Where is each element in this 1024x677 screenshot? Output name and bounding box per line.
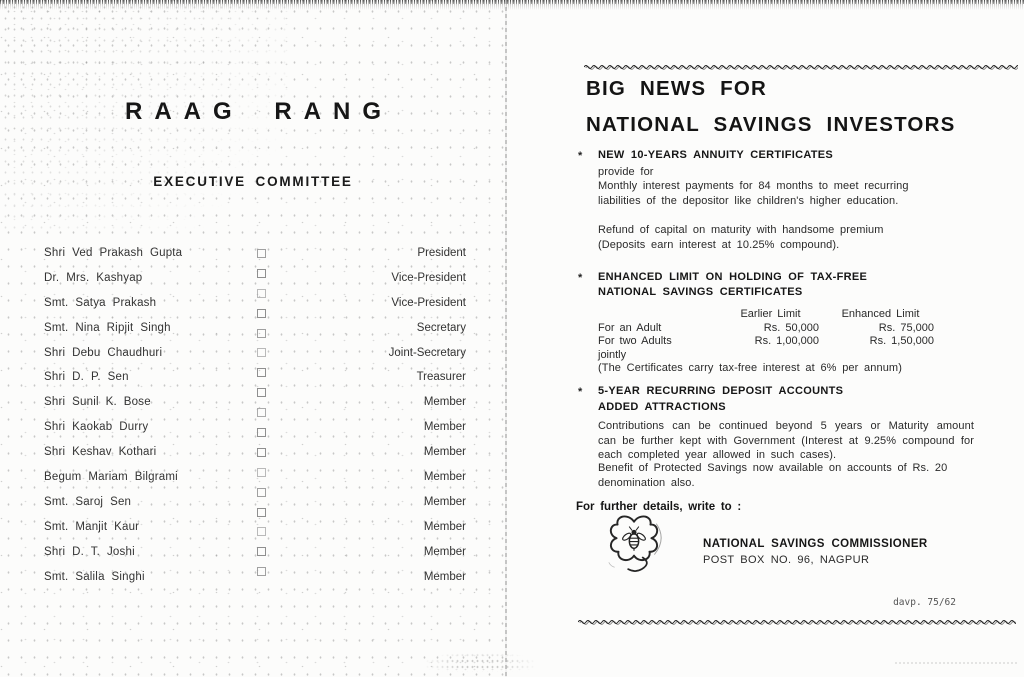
earlier-limit-value: Rs. 50,000 bbox=[763, 321, 819, 334]
member-role: President bbox=[417, 247, 466, 259]
square-mark bbox=[257, 567, 266, 576]
member-name: Shri Keshav Kothari bbox=[44, 446, 157, 459]
table-cell-empty bbox=[823, 349, 938, 363]
committee-row bbox=[44, 347, 466, 359]
organization-address: POST BOX NO. 96, NAGPUR bbox=[703, 554, 870, 566]
member-role: Vice-President bbox=[391, 296, 466, 309]
table-cell-empty bbox=[718, 349, 823, 363]
square-mark bbox=[257, 289, 266, 298]
committee-heading: EXECUTIVE COMMITTEE bbox=[153, 174, 353, 189]
ad-headline-line2: NATIONAL SAVINGS INVESTORS bbox=[586, 113, 956, 136]
row-label-continued: jointly bbox=[598, 348, 627, 361]
member-role: Member bbox=[423, 471, 466, 484]
bullet1-para2: Refund of capital on maturity with handsome premium (Deposits earn interest at 10.25% compound). bbox=[598, 224, 884, 251]
member-name: Shri Ved Prakash Gupta bbox=[44, 247, 183, 259]
bullet2-note: (The Certificates carry tax-free interest at 6% per annum) bbox=[598, 362, 902, 374]
committee-row bbox=[44, 571, 466, 583]
bullet2-title-line2: NATIONAL SAVINGS CERTIFICATES bbox=[598, 286, 803, 298]
committee-list bbox=[44, 247, 466, 595]
square-mark bbox=[257, 547, 266, 556]
committee-row bbox=[44, 546, 466, 558]
bullet-marker: * bbox=[578, 386, 583, 398]
col-header-earlier-limit: Earlier Limit bbox=[740, 308, 801, 320]
member-name: Shri D. P. Sen bbox=[44, 371, 129, 384]
member-role: Treasurer bbox=[416, 371, 466, 384]
clover-bee-logo-svg bbox=[603, 508, 665, 578]
member-name: Begum Mariam Bilgrami bbox=[44, 471, 178, 484]
bullet-marker: * bbox=[578, 272, 583, 284]
square-mark bbox=[257, 488, 266, 497]
square-mark bbox=[257, 309, 266, 318]
bullet1-lead: provide for bbox=[598, 166, 654, 178]
member-name: Smt. Manjit Kaur bbox=[44, 520, 140, 533]
table-cell-empty bbox=[598, 308, 718, 322]
member-role: Member bbox=[423, 421, 466, 434]
square-mark bbox=[257, 388, 266, 397]
bullet1-para1: Monthly interest payments for 84 months to meet recurring liabilities of the depositor like children's higher education. bbox=[598, 180, 909, 207]
member-role: Member bbox=[423, 570, 466, 583]
square-mark bbox=[257, 348, 266, 357]
write-to-line: For further details, write to : bbox=[576, 500, 742, 513]
square-mark bbox=[257, 508, 266, 517]
square-mark bbox=[257, 468, 266, 477]
left-page bbox=[0, 0, 506, 677]
bullet1-title: NEW 10-YEARS ANNUITY CERTIFICATES bbox=[598, 149, 834, 161]
ad-headline-line1: BIG NEWS FOR bbox=[586, 77, 768, 100]
earlier-limit-value: Rs. 1,00,000 bbox=[754, 335, 819, 347]
member-name: Shri Debu Chaudhuri bbox=[44, 346, 163, 359]
member-role: Secretary bbox=[416, 321, 466, 334]
member-name: Shri Sunil K. Bose bbox=[44, 396, 151, 409]
committee-row bbox=[44, 496, 466, 508]
committee-row bbox=[44, 322, 466, 334]
committee-row bbox=[44, 446, 466, 458]
square-marks-column bbox=[257, 249, 267, 587]
committee-row bbox=[44, 247, 466, 259]
row-label: For an Adult bbox=[598, 321, 662, 334]
member-role: Member bbox=[423, 520, 466, 533]
bullet3-title-line1: 5-YEAR RECURRING DEPOSIT ACCOUNTS bbox=[598, 385, 844, 397]
member-name: Smt. Satya Prakash bbox=[44, 296, 157, 309]
member-name: Dr. Mrs. Kashyap bbox=[44, 271, 143, 284]
member-role: Member bbox=[423, 396, 466, 409]
member-role: Member bbox=[423, 495, 466, 508]
imprint-code: davp. 75/62 bbox=[893, 596, 956, 608]
col-header-enhanced-limit: Enhanced Limit bbox=[841, 308, 920, 320]
enhanced-limit-value: Rs. 1,50,000 bbox=[869, 335, 934, 347]
square-mark bbox=[257, 408, 266, 417]
right-page bbox=[506, 0, 1024, 677]
member-name: Smt. Saroj Sen bbox=[44, 495, 132, 508]
member-role: Vice-President bbox=[391, 271, 466, 284]
bullet2-title-line1: ENHANCED LIMIT ON HOLDING OF TAX-FREE bbox=[598, 271, 868, 283]
enhanced-limit-value: Rs. 75,000 bbox=[878, 321, 934, 334]
row-label: For two Adults bbox=[598, 335, 672, 347]
bullet3-title-line2: ADDED ATTRACTIONS bbox=[598, 401, 726, 413]
organization-name: NATIONAL SAVINGS COMMISSIONER bbox=[703, 537, 928, 550]
bullet-marker: * bbox=[578, 150, 583, 162]
member-name: Shri D. T. Joshi bbox=[44, 545, 135, 558]
square-mark bbox=[257, 368, 266, 377]
clover-bee-logo bbox=[603, 508, 665, 578]
committee-row bbox=[44, 371, 466, 383]
member-role: Joint-Secretary bbox=[388, 346, 466, 359]
bullet3-para2: Benefit of Protected Savings now available on accounts of Rs. 20 denomination also. bbox=[598, 462, 948, 489]
square-mark bbox=[257, 249, 266, 258]
limits-table bbox=[598, 308, 938, 362]
booklet-title: RAAG RANG bbox=[125, 98, 393, 125]
square-mark bbox=[257, 428, 266, 437]
square-mark bbox=[257, 269, 266, 278]
committee-row bbox=[44, 471, 466, 483]
committee-row bbox=[44, 272, 466, 284]
committee-row bbox=[44, 297, 466, 309]
member-role: Member bbox=[423, 446, 466, 459]
member-name: Smt. Salila Singhi bbox=[44, 570, 145, 583]
member-name: Shri Kaokab Durry bbox=[44, 421, 149, 434]
square-mark bbox=[257, 527, 266, 536]
committee-row bbox=[44, 396, 466, 408]
square-mark bbox=[257, 448, 266, 457]
committee-row bbox=[44, 421, 466, 433]
member-name: Smt. Nina Ripjit Singh bbox=[44, 321, 171, 334]
committee-row bbox=[44, 521, 466, 533]
square-mark bbox=[257, 329, 266, 338]
decorative-wavy-rule-top bbox=[584, 62, 1018, 70]
member-role: Member bbox=[423, 545, 466, 558]
bullet3-para1: Contributions can be continued beyond 5 years or Maturity amount can be further kept with Government (Interest at 9.25% compound for each completed year allowed in such cases). bbox=[598, 420, 974, 461]
decorative-wavy-rule-bottom bbox=[578, 617, 1016, 625]
